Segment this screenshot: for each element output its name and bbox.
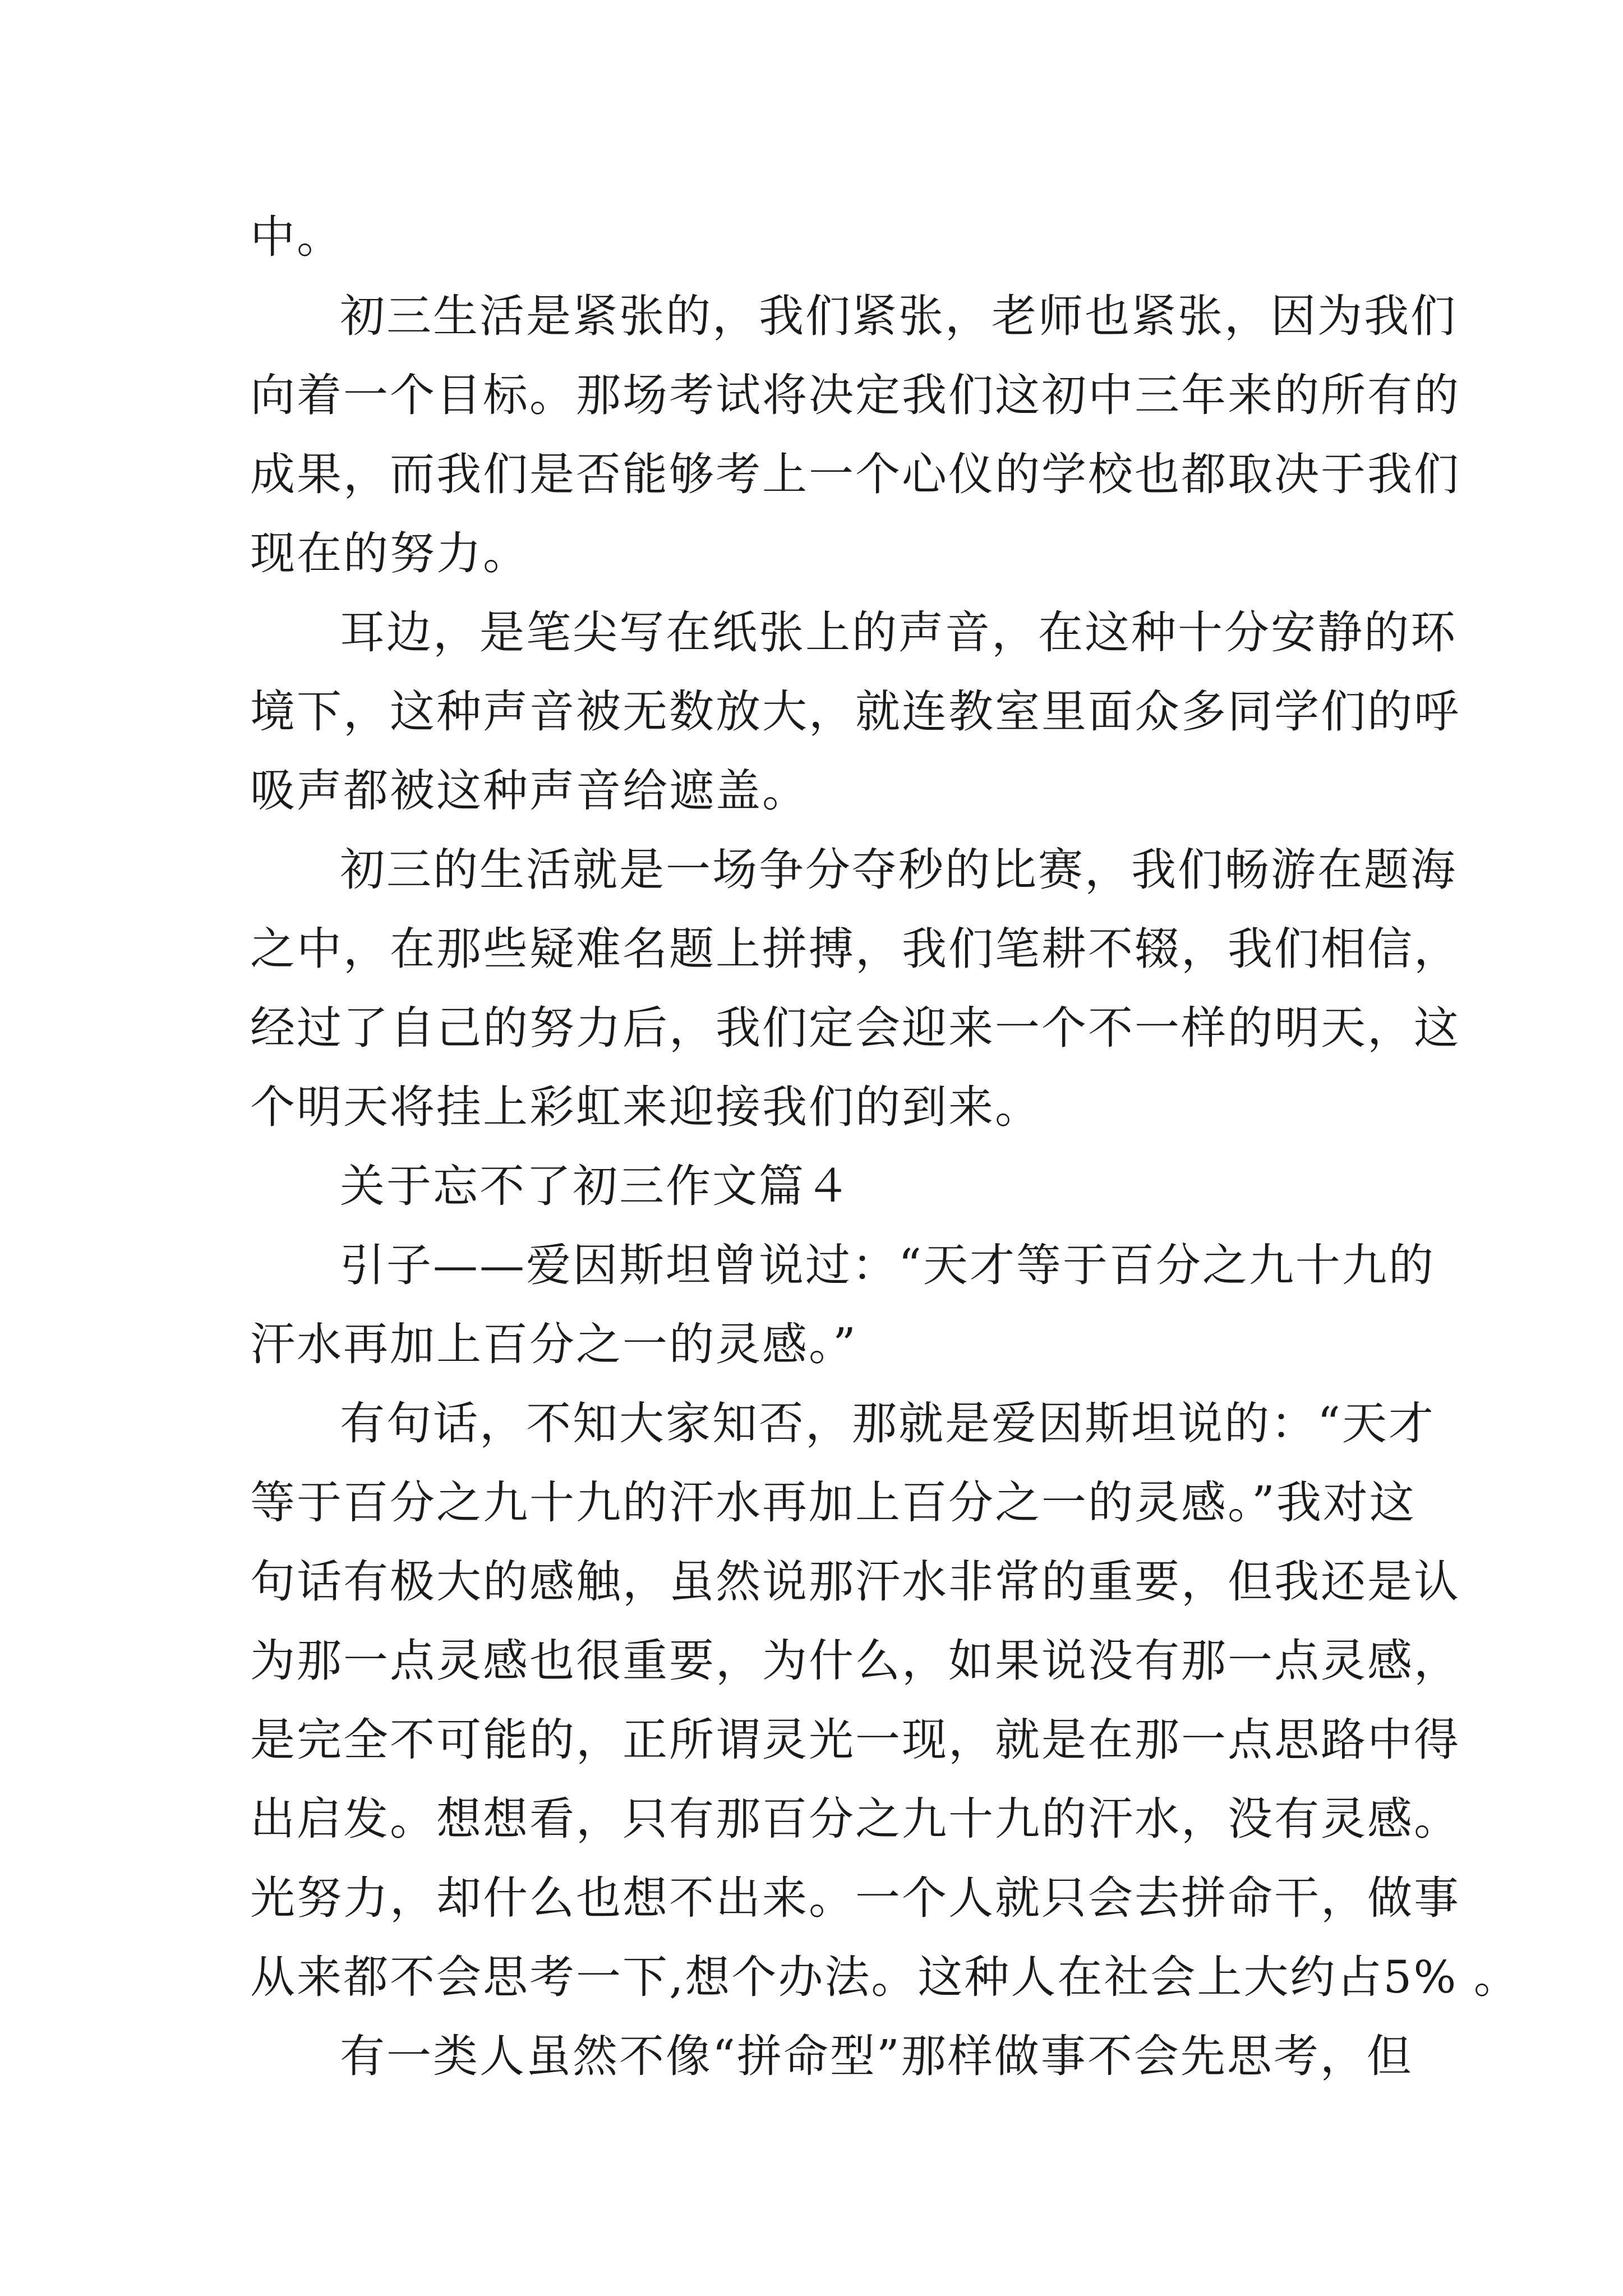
text-line: 中。 [250,211,343,263]
text-line: 为那一点灵感也很重要，为什么，如果说没有那一点灵感， [250,1635,1460,1687]
text-line: 等于百分之九十九的汗水再加上百分之一的灵感。”我对这 [250,1476,1416,1529]
text-line: 出启发。想想看，只有那百分之九十九的汗水，没有灵感。 [250,1793,1460,1845]
text-line: 句话有极大的感触，虽然说那汗水非常的重要，但我还是认 [250,1556,1460,1608]
text-line: 有句话，不知大家知否，那就是爱因斯坦说的：“天才 [340,1397,1435,1450]
text-line: 关于忘不了初三作文篇４ [340,1160,852,1212]
text-line: 向着一个目标。那场考试将决定我们这初中三年来的所有的 [250,369,1460,421]
text-line: 初三的生活就是一场争分夺秒的比赛，我们畅游在题海 [340,844,1457,896]
text-line: 光努力，却什么也想不出来。一个人就只会去拼命干，做事 [250,1872,1460,1924]
text-line: 初三生活是紧张的，我们紧张，老师也紧张，因为我们 [340,290,1457,342]
text-line: 现在的努力。 [250,527,529,579]
text-line: 个明天将挂上彩虹来迎接我们的到来。 [250,1081,1041,1133]
text-line: 有一类人虽然不像“拼命型”那样做事不会先思考，但 [340,2030,1413,2082]
text-line: 从来都不会思考一下,想个办法。这种人在社会上大约占5% 。 [250,1951,1520,2003]
document-body [250,197,1520,2096]
text-line: 汗水再加上百分之一的灵感。” [250,1318,857,1370]
text-line: 耳边，是笔尖写在纸张上的声音，在这种十分安静的环 [340,606,1457,659]
text-line: 是完全不可能的，正所谓灵光一现，就是在那一点思路中得 [250,1714,1460,1766]
text-line: 经过了自己的努力后，我们定会迎来一个不一样的明天，这 [250,1002,1460,1054]
text-line: 引子——爱因斯坦曾说过：“天才等于百分之九十九的 [340,1239,1435,1291]
text-line: 境下，这种声音被无数放大，就连教室里面众多同学们的呼 [250,685,1460,738]
text-line: 成果，而我们是否能够考上一个心仪的学校也都取决于我们 [250,448,1460,500]
text-line: 之中，在那些疑难名题上拼搏，我们笔耕不辍，我们相信， [250,923,1460,975]
text-line: 吸声都被这种声音给遮盖。 [250,765,809,817]
